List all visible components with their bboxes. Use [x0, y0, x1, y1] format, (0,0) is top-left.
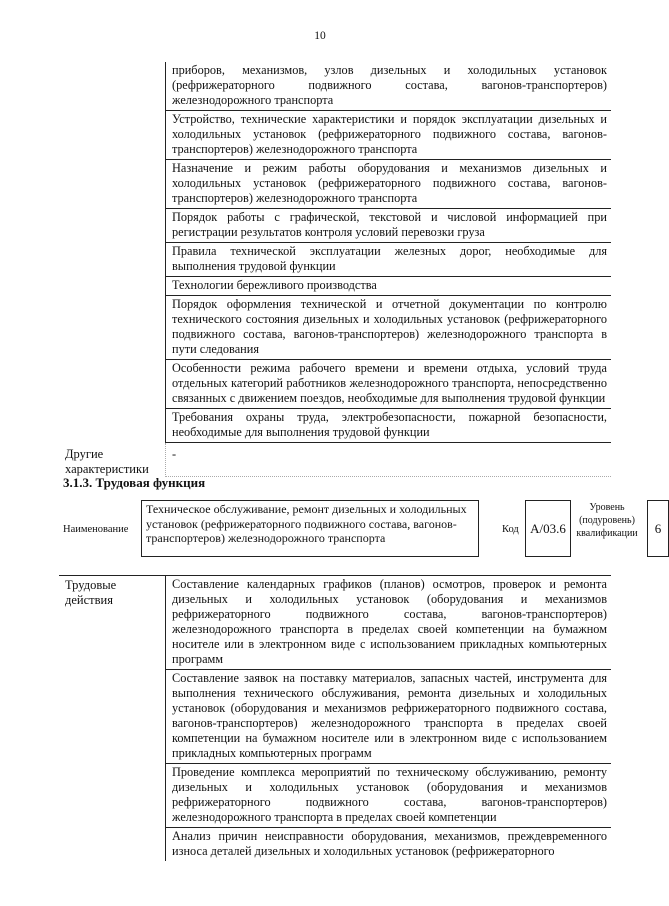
table-row: [59, 111, 611, 160]
labor-actions-label: Трудовые действия: [65, 578, 117, 607]
row-label: [59, 296, 165, 360]
row-label: [59, 209, 165, 243]
knowledge-table: [59, 62, 611, 477]
row-label: [59, 409, 165, 443]
row-label: [59, 243, 165, 277]
function-header: [59, 497, 662, 563]
qualification-level: 6: [647, 500, 669, 557]
row-label: [59, 62, 165, 111]
table-row: [59, 670, 611, 764]
level-label: Уровень (подуровень) квалификации: [576, 502, 638, 539]
table-row: [59, 443, 611, 477]
row-label: [59, 277, 165, 296]
other-characteristics-value: -: [165, 443, 611, 477]
row-text: Технологии бережливого производства: [165, 277, 611, 296]
table-row: [59, 360, 611, 409]
other-characteristics-label: Другие характеристики: [65, 447, 149, 476]
table-row: [59, 409, 611, 443]
table-row: [59, 277, 611, 296]
row-text: Порядок работы с графической, текстовой и числовой информацией при регистрации результатов контроля условий перевозки груза: [165, 209, 611, 243]
table-row: [59, 160, 611, 209]
table-row: [59, 764, 611, 828]
row-text: Назначение и режим работы оборудования и механизмов дизельных и холодильных установок (рефрижераторного подвижного состава, вагонов-транспортеров) железнодорожного транспорта: [165, 160, 611, 209]
function-name: Техническое обслуживание, ремонт дизельных и холодильных установок (рефрижераторного подвижного состава, вагонов-транспортеров) железнодорожного транспорта: [141, 500, 479, 557]
row-text: Особенности режима рабочего времени и времени отдыха, условий труда отдельных категорий работников железнодорожного транспорта, непосредственно связанных с движением поездов, необходимые для выполнения трудовой функции: [165, 360, 611, 409]
section-heading: 3.1.3. Трудовая функция: [63, 475, 206, 490]
table-row: [59, 209, 611, 243]
row-text: Анализ причин неисправности оборудования, механизмов, преждевременного износа деталей дизельных и холодильных установок (рефрижераторного: [165, 828, 611, 861]
row-text: Устройство, технические характеристики и порядок эксплуатации дизельных и холодильных установок (рефрижераторного подвижного состава, вагонов-транспортеров) железнодорожного транспорта: [165, 111, 611, 160]
row-label: [59, 111, 165, 160]
row-text: Составление заявок на поставку материалов, запасных частей, инструмента для выполнения технического обслуживания, ремонта дизельных и холодильных установок (оборудования и механизмов рефрижераторного подвижного состава, вагонов-транспортеров) железнодорожного транспорта в пределах своей компетенции на бумажном носителе или в электронном виде с использованием прикладных компьютерных программ: [165, 670, 611, 764]
row-text: Проведение комплекса мероприятий по техническому обслуживанию, ремонту дизельных и холодильных установок (оборудования и механизмов рефрижераторного подвижного состава, вагонов-транспортеров) железнодорожного транспорта в пределах своей компетенции: [165, 764, 611, 828]
page-number: 10: [314, 30, 326, 42]
row-text: Требования охраны труда, электробезопасности, пожарной безопасности, необходимые для выполнения трудовой функции: [165, 409, 611, 443]
row-text: Правила технической эксплуатации железных дорог, необходимые для выполнения трудовой функции: [165, 243, 611, 277]
table-row: [59, 576, 611, 670]
labor-actions-table: [59, 575, 611, 861]
code-label: Код: [502, 524, 519, 535]
table-row: [59, 62, 611, 111]
name-label: Наименование: [63, 524, 129, 535]
row-label: [59, 160, 165, 209]
table-row: [59, 243, 611, 277]
table-row: [59, 296, 611, 360]
row-text: Составление календарных графиков (планов) осмотров, проверок и ремонта дизельных и холодильных установок (оборудования и механизмов рефрижераторного подвижного состава, вагонов-транспортеров) железнодорожного транспорта в пределах своей компетенции на бумажном носителе или в электронном виде с использованием прикладных компьютерных программ: [165, 576, 611, 670]
function-code: A/03.6: [525, 500, 571, 557]
row-text: Порядок оформления технической и отчетной документации по контролю технического состояния дизельных и холодильных установок (рефрижераторного подвижного состава, вагонов-транспортеров) железнодорожного транспорта в пути следования: [165, 296, 611, 360]
row-text: приборов, механизмов, узлов дизельных и холодильных установок (рефрижераторного подвижного состава, вагонов-транспортеров) железнодорожного транспорта: [165, 62, 611, 111]
table-row: [59, 828, 611, 861]
row-label: [59, 360, 165, 409]
